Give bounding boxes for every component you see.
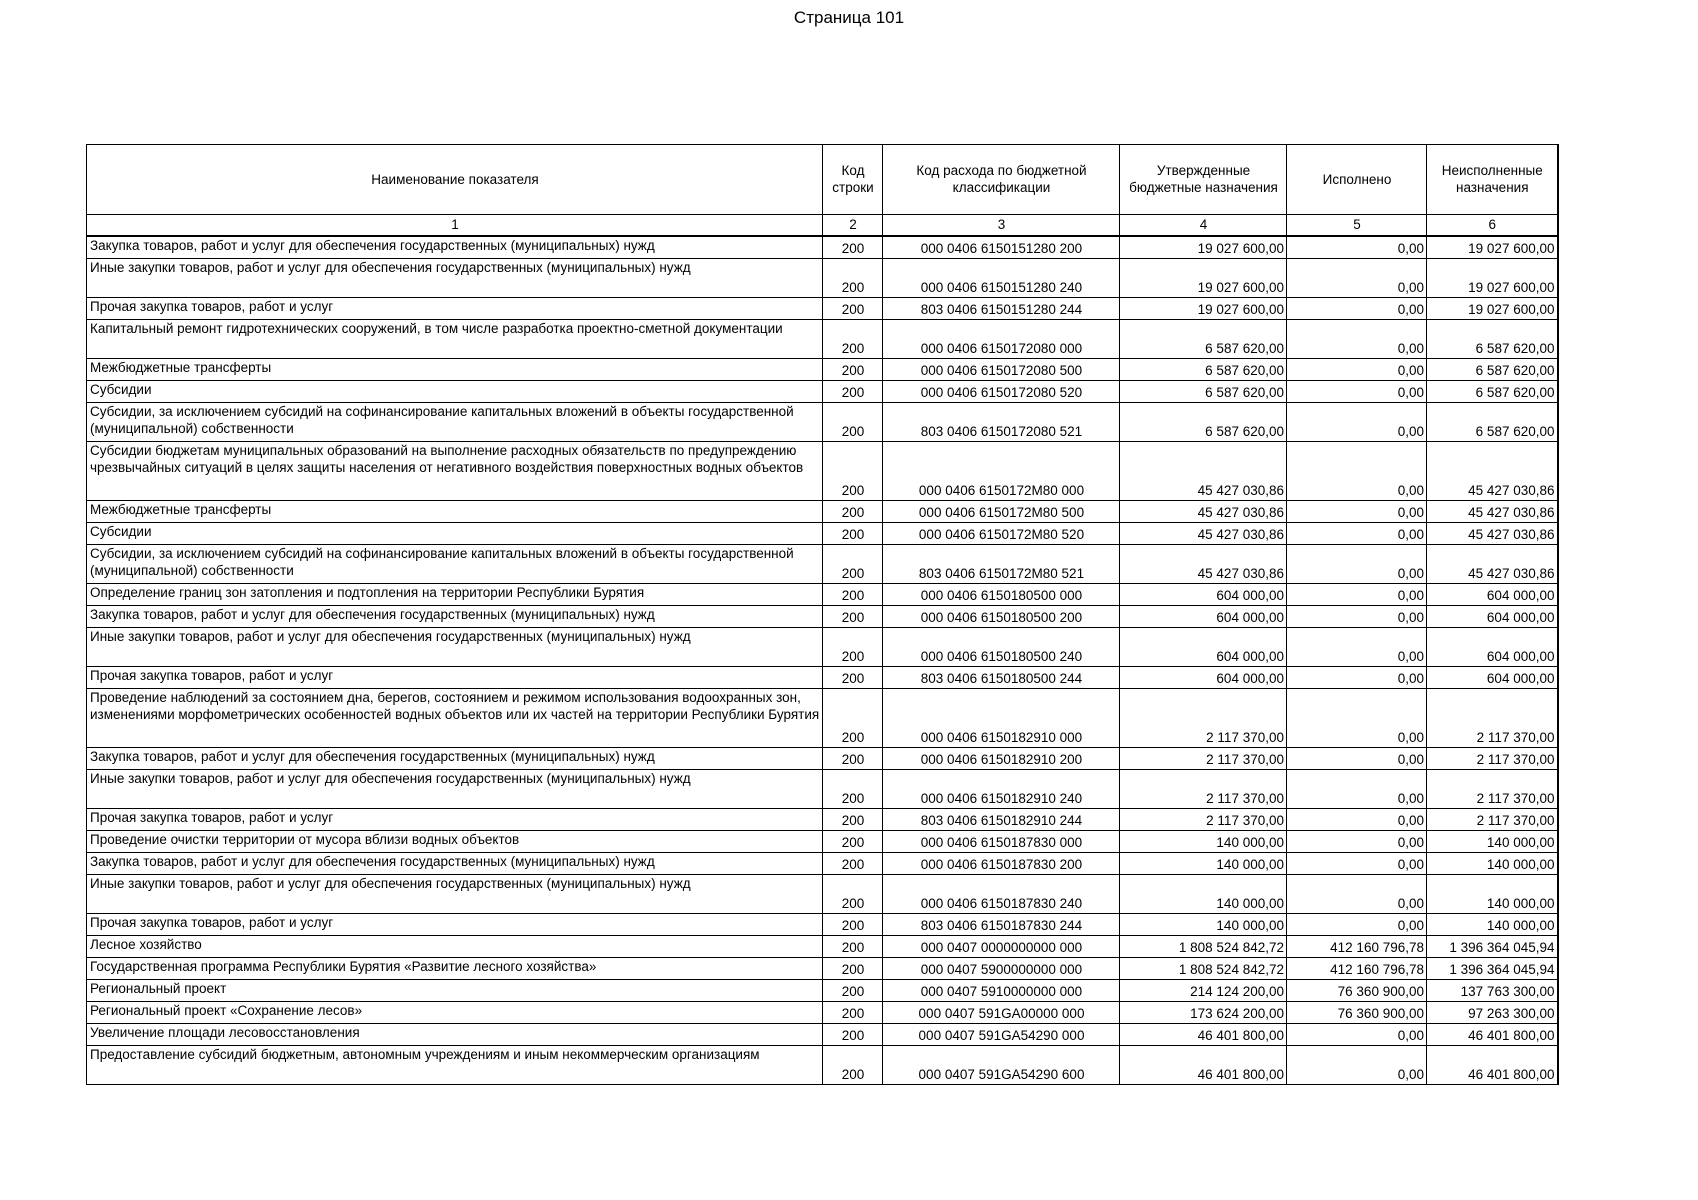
executed-amount-cell: 76 360 900,00	[1287, 980, 1427, 1002]
table-row	[87, 298, 1558, 320]
executed-amount-cell: 0,00	[1287, 545, 1427, 584]
column-number: 2	[823, 215, 883, 237]
approved-amount-cell: 214 124 200,00	[1120, 980, 1287, 1002]
approved-amount-cell: 2 117 370,00	[1120, 809, 1287, 831]
approved-amount-cell: 604 000,00	[1120, 667, 1287, 689]
unexecuted-amount-cell: 45 427 030,86	[1427, 523, 1558, 545]
budget-code-cell: 000 0407 5910000000 000	[883, 980, 1120, 1002]
executed-amount-cell: 76 360 900,00	[1287, 1002, 1427, 1024]
executed-amount-cell: 0,00	[1287, 831, 1427, 853]
indicator-name-cell: Региональный проект «Сохранение лесов»	[87, 1002, 823, 1024]
unexecuted-amount-cell: 6 587 620,00	[1427, 320, 1558, 359]
indicator-name-cell: Проведение наблюдений за состоянием дна, берегов, состоянием и режимом использования водоохранных зон, изменениями морфометрических особенностей водных объектов или их частей на территории Республики Бурятия	[87, 689, 823, 748]
approved-amount-cell: 45 427 030,86	[1120, 523, 1287, 545]
header-indicator-name: Наименование показателя	[87, 145, 823, 215]
budget-code-cell: 803 0406 6150182910 244	[883, 809, 1120, 831]
table-row	[87, 403, 1558, 442]
unexecuted-amount-cell: 140 000,00	[1427, 914, 1558, 936]
approved-amount-cell: 45 427 030,86	[1120, 501, 1287, 523]
approved-amount-cell: 604 000,00	[1120, 584, 1287, 606]
executed-amount-cell: 0,00	[1287, 320, 1427, 359]
line-code-cell: 200	[823, 809, 883, 831]
indicator-name-cell: Государственная программа Республики Бурятия «Развитие лесного хозяйства»	[87, 958, 823, 980]
column-number: 5	[1287, 215, 1427, 237]
table-row	[87, 359, 1558, 381]
line-code-cell: 200	[823, 236, 883, 259]
budget-code-cell: 000 0406 6150172M80 500	[883, 501, 1120, 523]
table-row	[87, 831, 1558, 853]
budget-code-cell: 000 0407 591GA54290 600	[883, 1046, 1120, 1085]
header-executed: Исполнено	[1287, 145, 1427, 215]
approved-amount-cell: 173 624 200,00	[1120, 1002, 1287, 1024]
unexecuted-amount-cell: 45 427 030,86	[1427, 442, 1558, 501]
indicator-name-cell: Прочая закупка товаров, работ и услуг	[87, 298, 823, 320]
approved-amount-cell: 45 427 030,86	[1120, 442, 1287, 501]
approved-amount-cell: 604 000,00	[1120, 628, 1287, 667]
unexecuted-amount-cell: 1 396 364 045,94	[1427, 958, 1558, 980]
executed-amount-cell: 0,00	[1287, 914, 1427, 936]
approved-amount-cell: 6 587 620,00	[1120, 320, 1287, 359]
executed-amount-cell: 0,00	[1287, 628, 1427, 667]
line-code-cell: 200	[823, 298, 883, 320]
approved-amount-cell: 1 808 524 842,72	[1120, 958, 1287, 980]
table-row	[87, 545, 1558, 584]
table-row	[87, 259, 1558, 298]
unexecuted-amount-cell: 45 427 030,86	[1427, 545, 1558, 584]
table-header-row	[87, 145, 1558, 215]
executed-amount-cell: 0,00	[1287, 236, 1427, 259]
indicator-name-cell: Межбюджетные трансферты	[87, 501, 823, 523]
table-row	[87, 809, 1558, 831]
table-row	[87, 689, 1558, 748]
approved-amount-cell: 45 427 030,86	[1120, 545, 1287, 584]
budget-code-cell: 000 0406 6150182910 200	[883, 748, 1120, 770]
unexecuted-amount-cell: 604 000,00	[1427, 584, 1558, 606]
budget-code-cell: 000 0406 6150172080 520	[883, 381, 1120, 403]
indicator-name-cell: Прочая закупка товаров, работ и услуг	[87, 809, 823, 831]
line-code-cell: 200	[823, 958, 883, 980]
line-code-cell: 200	[823, 501, 883, 523]
line-code-cell: 200	[823, 748, 883, 770]
table-row	[87, 1046, 1558, 1085]
unexecuted-amount-cell: 604 000,00	[1427, 606, 1558, 628]
budget-code-cell: 000 0406 6150180500 000	[883, 584, 1120, 606]
table-row	[87, 1024, 1558, 1046]
column-number: 6	[1427, 215, 1558, 237]
line-code-cell: 200	[823, 770, 883, 809]
line-code-cell: 200	[823, 381, 883, 403]
budget-code-cell: 000 0407 5900000000 000	[883, 958, 1120, 980]
line-code-cell: 200	[823, 403, 883, 442]
table-row	[87, 628, 1558, 667]
approved-amount-cell: 140 000,00	[1120, 875, 1287, 914]
table-row	[87, 770, 1558, 809]
line-code-cell: 200	[823, 980, 883, 1002]
approved-amount-cell: 19 027 600,00	[1120, 236, 1287, 259]
indicator-name-cell: Иные закупки товаров, работ и услуг для обеспечения государственных (муниципальных) нужд	[87, 770, 823, 809]
indicator-name-cell: Закупка товаров, работ и услуг для обеспечения государственных (муниципальных) нужд	[87, 236, 823, 259]
executed-amount-cell: 0,00	[1287, 1046, 1427, 1085]
budget-code-cell: 000 0407 0000000000 000	[883, 936, 1120, 958]
table-row	[87, 1002, 1558, 1024]
unexecuted-amount-cell: 45 427 030,86	[1427, 501, 1558, 523]
approved-amount-cell: 6 587 620,00	[1120, 403, 1287, 442]
indicator-name-cell: Субсидии, за исключением субсидий на софинансирование капитальных вложений в объекты государственной (муниципальной) собственности	[87, 545, 823, 584]
executed-amount-cell: 412 160 796,78	[1287, 936, 1427, 958]
unexecuted-amount-cell: 6 587 620,00	[1427, 381, 1558, 403]
header-approved: Утвержденные бюджетные назначения	[1120, 145, 1287, 215]
budget-code-cell: 000 0406 6150172080 000	[883, 320, 1120, 359]
indicator-name-cell: Прочая закупка товаров, работ и услуг	[87, 914, 823, 936]
approved-amount-cell: 46 401 800,00	[1120, 1024, 1287, 1046]
unexecuted-amount-cell: 6 587 620,00	[1427, 359, 1558, 381]
line-code-cell: 200	[823, 628, 883, 667]
approved-amount-cell: 46 401 800,00	[1120, 1046, 1287, 1085]
budget-code-cell: 000 0407 591GA00000 000	[883, 1002, 1120, 1024]
indicator-name-cell: Межбюджетные трансферты	[87, 359, 823, 381]
indicator-name-cell: Определение границ зон затопления и подтопления на территории Республики Бурятия	[87, 584, 823, 606]
approved-amount-cell: 140 000,00	[1120, 914, 1287, 936]
table-row	[87, 442, 1558, 501]
unexecuted-amount-cell: 97 263 300,00	[1427, 1002, 1558, 1024]
budget-code-cell: 000 0406 6150151280 240	[883, 259, 1120, 298]
executed-amount-cell: 0,00	[1287, 689, 1427, 748]
budget-code-cell: 000 0406 6150172M80 000	[883, 442, 1120, 501]
executed-amount-cell: 0,00	[1287, 298, 1427, 320]
line-code-cell: 200	[823, 259, 883, 298]
executed-amount-cell: 0,00	[1287, 770, 1427, 809]
table-row	[87, 236, 1558, 259]
indicator-name-cell: Субсидии	[87, 381, 823, 403]
line-code-cell: 200	[823, 359, 883, 381]
table-row	[87, 936, 1558, 958]
unexecuted-amount-cell: 1 396 364 045,94	[1427, 936, 1558, 958]
line-code-cell: 200	[823, 606, 883, 628]
budget-code-cell: 000 0406 6150182910 000	[883, 689, 1120, 748]
budget-code-cell: 000 0406 6150151280 200	[883, 236, 1120, 259]
line-code-cell: 200	[823, 875, 883, 914]
executed-amount-cell: 0,00	[1287, 1024, 1427, 1046]
indicator-name-cell: Увеличение площади лесовосстановления	[87, 1024, 823, 1046]
approved-amount-cell: 19 027 600,00	[1120, 259, 1287, 298]
table-row	[87, 584, 1558, 606]
executed-amount-cell: 0,00	[1287, 748, 1427, 770]
table-row	[87, 958, 1558, 980]
executed-amount-cell: 0,00	[1287, 381, 1427, 403]
header-line-code: Код строки	[823, 145, 883, 215]
approved-amount-cell: 6 587 620,00	[1120, 359, 1287, 381]
column-number: 1	[87, 215, 823, 237]
line-code-cell: 200	[823, 1024, 883, 1046]
budget-code-cell: 000 0406 6150182910 240	[883, 770, 1120, 809]
indicator-name-cell: Субсидии	[87, 523, 823, 545]
unexecuted-amount-cell: 19 027 600,00	[1427, 259, 1558, 298]
line-code-cell: 200	[823, 853, 883, 875]
executed-amount-cell: 0,00	[1287, 523, 1427, 545]
executed-amount-cell: 0,00	[1287, 501, 1427, 523]
line-code-cell: 200	[823, 914, 883, 936]
line-code-cell: 200	[823, 667, 883, 689]
executed-amount-cell: 0,00	[1287, 259, 1427, 298]
table-row	[87, 875, 1558, 914]
budget-code-cell: 803 0406 6150172M80 521	[883, 545, 1120, 584]
budget-code-cell: 000 0406 6150180500 200	[883, 606, 1120, 628]
table-row	[87, 748, 1558, 770]
unexecuted-amount-cell: 46 401 800,00	[1427, 1046, 1558, 1085]
budget-code-cell: 000 0406 6150172M80 520	[883, 523, 1120, 545]
indicator-name-cell: Проведение очистки территории от мусора вблизи водных объектов	[87, 831, 823, 853]
indicator-name-cell: Иные закупки товаров, работ и услуг для обеспечения государственных (муниципальных) нужд	[87, 628, 823, 667]
approved-amount-cell: 1 808 524 842,72	[1120, 936, 1287, 958]
line-code-cell: 200	[823, 545, 883, 584]
budget-code-cell: 000 0406 6150180500 240	[883, 628, 1120, 667]
budget-execution-table	[86, 144, 1559, 1085]
line-code-cell: 200	[823, 1046, 883, 1085]
table-row	[87, 501, 1558, 523]
approved-amount-cell: 2 117 370,00	[1120, 689, 1287, 748]
line-code-cell: 200	[823, 831, 883, 853]
executed-amount-cell: 0,00	[1287, 359, 1427, 381]
budget-code-cell: 803 0406 6150172080 521	[883, 403, 1120, 442]
executed-amount-cell: 0,00	[1287, 667, 1427, 689]
approved-amount-cell: 19 027 600,00	[1120, 298, 1287, 320]
table-body	[87, 236, 1558, 1085]
line-code-cell: 200	[823, 442, 883, 501]
executed-amount-cell: 0,00	[1287, 584, 1427, 606]
header-unexecuted: Неисполненные назначения	[1427, 145, 1558, 215]
approved-amount-cell: 2 117 370,00	[1120, 770, 1287, 809]
executed-amount-cell: 0,00	[1287, 606, 1427, 628]
table-row	[87, 667, 1558, 689]
executed-amount-cell: 0,00	[1287, 875, 1427, 914]
indicator-name-cell: Закупка товаров, работ и услуг для обеспечения государственных (муниципальных) нужд	[87, 748, 823, 770]
indicator-name-cell: Субсидии бюджетам муниципальных образований на выполнение расходных обязательств по предупреждению чрезвычайных ситуаций в целях защиты населения от негативного воздействия поверхностных водных объектов	[87, 442, 823, 501]
budget-code-cell: 000 0406 6150187830 200	[883, 853, 1120, 875]
line-code-cell: 200	[823, 584, 883, 606]
approved-amount-cell: 140 000,00	[1120, 853, 1287, 875]
executed-amount-cell: 412 160 796,78	[1287, 958, 1427, 980]
line-code-cell: 200	[823, 689, 883, 748]
indicator-name-cell: Капитальный ремонт гидротехнических сооружений, в том числе разработка проектно-сметной документации	[87, 320, 823, 359]
column-number: 3	[883, 215, 1120, 237]
table-row	[87, 606, 1558, 628]
budget-code-cell: 803 0406 6150151280 244	[883, 298, 1120, 320]
executed-amount-cell: 0,00	[1287, 403, 1427, 442]
budget-code-cell: 000 0406 6150172080 500	[883, 359, 1120, 381]
table-row	[87, 853, 1558, 875]
indicator-name-cell: Лесное хозяйство	[87, 936, 823, 958]
executed-amount-cell: 0,00	[1287, 442, 1427, 501]
line-code-cell: 200	[823, 1002, 883, 1024]
unexecuted-amount-cell: 137 763 300,00	[1427, 980, 1558, 1002]
unexecuted-amount-cell: 46 401 800,00	[1427, 1024, 1558, 1046]
budget-code-cell: 803 0406 6150187830 244	[883, 914, 1120, 936]
unexecuted-amount-cell: 19 027 600,00	[1427, 298, 1558, 320]
approved-amount-cell: 604 000,00	[1120, 606, 1287, 628]
table-row	[87, 381, 1558, 403]
indicator-name-cell: Прочая закупка товаров, работ и услуг	[87, 667, 823, 689]
approved-amount-cell: 6 587 620,00	[1120, 381, 1287, 403]
unexecuted-amount-cell: 604 000,00	[1427, 667, 1558, 689]
table-row	[87, 320, 1558, 359]
unexecuted-amount-cell: 604 000,00	[1427, 628, 1558, 667]
budget-code-cell: 000 0407 591GA54290 000	[883, 1024, 1120, 1046]
unexecuted-amount-cell: 2 117 370,00	[1427, 770, 1558, 809]
unexecuted-amount-cell: 140 000,00	[1427, 875, 1558, 914]
column-number-row	[87, 215, 1558, 237]
table-row	[87, 980, 1558, 1002]
budget-code-cell: 000 0406 6150187830 000	[883, 831, 1120, 853]
line-code-cell: 200	[823, 523, 883, 545]
unexecuted-amount-cell: 6 587 620,00	[1427, 403, 1558, 442]
unexecuted-amount-cell: 2 117 370,00	[1427, 809, 1558, 831]
unexecuted-amount-cell: 2 117 370,00	[1427, 689, 1558, 748]
unexecuted-amount-cell: 140 000,00	[1427, 853, 1558, 875]
approved-amount-cell: 140 000,00	[1120, 831, 1287, 853]
page-title: Страница 101	[793, 8, 905, 27]
approved-amount-cell: 2 117 370,00	[1120, 748, 1287, 770]
executed-amount-cell: 0,00	[1287, 809, 1427, 831]
header-budget-code: Код расхода по бюджетной классификации	[883, 145, 1120, 215]
indicator-name-cell: Предоставление субсидий бюджетным, автономным учреждениям и иным некоммерческим организациям	[87, 1046, 823, 1085]
line-code-cell: 200	[823, 936, 883, 958]
line-code-cell: 200	[823, 320, 883, 359]
unexecuted-amount-cell: 140 000,00	[1427, 831, 1558, 853]
unexecuted-amount-cell: 2 117 370,00	[1427, 748, 1558, 770]
table-row	[87, 914, 1558, 936]
unexecuted-amount-cell: 19 027 600,00	[1427, 236, 1558, 259]
indicator-name-cell: Региональный проект	[87, 980, 823, 1002]
column-number: 4	[1120, 215, 1287, 237]
budget-code-cell: 803 0406 6150180500 244	[883, 667, 1120, 689]
indicator-name-cell: Закупка товаров, работ и услуг для обеспечения государственных (муниципальных) нужд	[87, 606, 823, 628]
indicator-name-cell: Субсидии, за исключением субсидий на софинансирование капитальных вложений в объекты государственной (муниципальной) собственности	[87, 403, 823, 442]
executed-amount-cell: 0,00	[1287, 853, 1427, 875]
indicator-name-cell: Закупка товаров, работ и услуг для обеспечения государственных (муниципальных) нужд	[87, 853, 823, 875]
budget-code-cell: 000 0406 6150187830 240	[883, 875, 1120, 914]
indicator-name-cell: Иные закупки товаров, работ и услуг для обеспечения государственных (муниципальных) нужд	[87, 259, 823, 298]
table-row	[87, 523, 1558, 545]
indicator-name-cell: Иные закупки товаров, работ и услуг для обеспечения государственных (муниципальных) нужд	[87, 875, 823, 914]
